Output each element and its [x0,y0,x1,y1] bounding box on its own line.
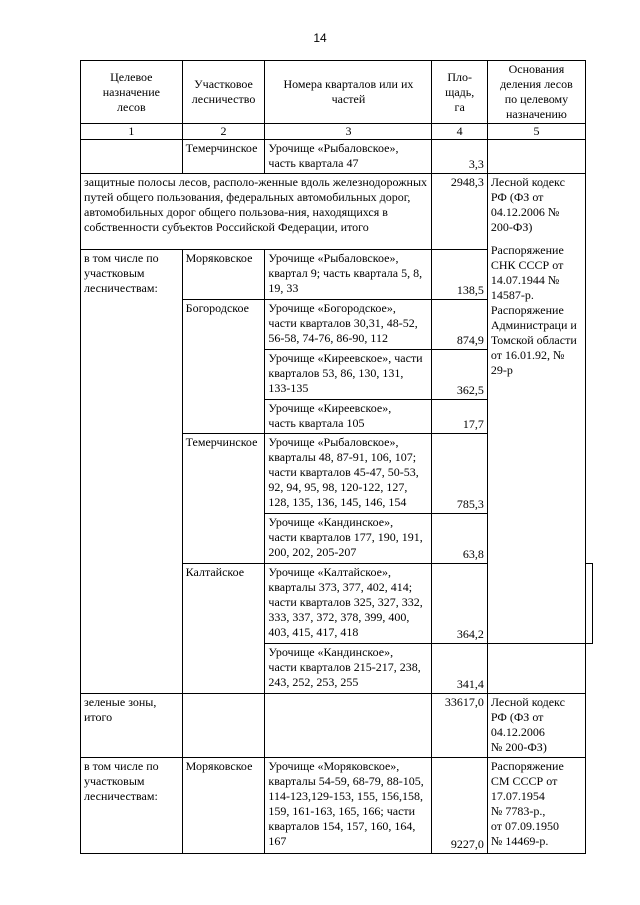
quarters-cell: Урочище «Моряковское», кварталы 54-59, 68-79, 88-105, 114-123,129-153, 155, 156,158, 159, 161-163, 165, 166; части кварталов 154, 157, 160, 164, 167 [265,758,432,854]
basis-cell [586,564,593,644]
area-cell: 63,8 [432,514,487,564]
quarters-cell: Урочище «Киреевское», часть квартала 105 [265,400,432,434]
header-row [81,61,593,124]
purpose-cell: зеленые зоны, итого [81,694,183,758]
forestry-cell: Моряковское [182,250,265,300]
purpose-cell [81,140,183,174]
col-number: 4 [432,124,487,140]
quarters-cell [265,694,432,758]
basis-cell [487,174,585,644]
area-cell: 138,5 [432,250,487,300]
area-cell: 33617,0 [432,694,487,758]
area-cell: 364,2 [432,564,487,644]
quarters-cell: Урочище «Рыбаловское», часть квартала 47 [265,140,432,174]
basis-text: Распоряжение СНК СССР от 14.07.1944 № 14587-р. Распоряжение Администраци и Томской области от 16.01.92, № 29-р [490,243,577,377]
quarters-cell: Урочище «Рыбаловское», квартал 9; часть квартала 5, 8, 19, 33 [265,250,432,300]
forestry-cell [182,694,265,758]
column-number-row [81,124,593,140]
purpose-cell: защитные полосы лесов, располо-женные вдоль железнодорожных путей общего пользования, федеральных автомобильных дорог, автомобильных дорог общего пользова-ния, находящихся в собственности субъектов Российской Федерации, итого [81,174,432,250]
group-total-row [81,174,593,250]
col-number: 1 [81,124,183,140]
forestry-cell: Темерчинское [182,140,265,174]
header-purpose: Целевое назначение лесов [81,61,183,124]
forestry-cell: Темерчинское [182,434,265,564]
table-row [81,758,593,854]
basis-cell [487,140,585,174]
group-total-row [81,694,593,758]
basis-cell: Лесной кодекс РФ (ФЗ от 04.12.2006 № 200-ФЗ) [487,694,585,758]
area-cell: 17,7 [432,400,487,434]
area-cell: 362,5 [432,350,487,400]
page-number: 14 [313,31,327,45]
basis-cell [487,644,585,694]
basis-cell: Распоряжение СМ СССР от 17.07.1954 № 7783-р., от 07.09.1950 № 14469-р. [487,758,585,854]
forest-zoning-table [80,60,593,854]
header-quarters: Номера кварталов или их частей [265,61,432,124]
quarters-cell: Урочище «Кандинское», части кварталов 215-217, 238, 243, 252, 253, 255 [265,644,432,694]
area-cell: 2948,3 [432,174,487,250]
area-cell: 9227,0 [432,758,487,854]
header-basis: Основания деления лесов по целевому назначению [487,61,585,124]
purpose-cell: в том числе по участковым лесничествам: [81,758,183,854]
table-row [81,140,593,174]
quarters-cell: Урочище «Калтайское», кварталы 373, 377, 402, 414; части кварталов 325, 327, 332, 333, 337, 372, 378, 399, 400, 403, 415, 417, 418 [265,564,432,644]
purpose-cell: в том числе по участковым лесничествам: [81,250,183,694]
quarters-cell: Урочище «Рыбаловское», кварталы 48, 87-91, 106, 107; части кварталов 45-47, 50-53, 92, 94, 95, 98, 120-122, 127, 128, 135, 136, 145, 146, 154 [265,434,432,514]
area-cell: 341,4 [432,644,487,694]
forestry-cell: Калтайское [182,564,265,694]
quarters-cell: Урочище «Киреевское», части кварталов 53, 86, 130, 131, 133-135 [265,350,432,400]
col-number: 2 [182,124,265,140]
quarters-cell: Урочище «Богородское», части кварталов 30,31, 48-52, 56-58, 74-76, 86-90, 112 [265,300,432,350]
col-number: 3 [265,124,432,140]
col-number: 5 [487,124,585,140]
forestry-cell: Богородское [182,300,265,434]
area-cell: 785,3 [432,434,487,514]
header-area: Пло- щадь, га [432,61,487,124]
area-cell: 874,9 [432,300,487,350]
header-forestry: Участковое лесничество [182,61,265,124]
area-cell: 3,3 [432,140,487,174]
forestry-cell: Моряковское [182,758,265,854]
quarters-cell: Урочище «Кандинское», части кварталов 177, 190, 191, 200, 202, 205-207 [265,514,432,564]
basis-text: Лесной кодекс РФ (ФЗ от 04.12.2006 № 200-ФЗ) [490,175,565,234]
